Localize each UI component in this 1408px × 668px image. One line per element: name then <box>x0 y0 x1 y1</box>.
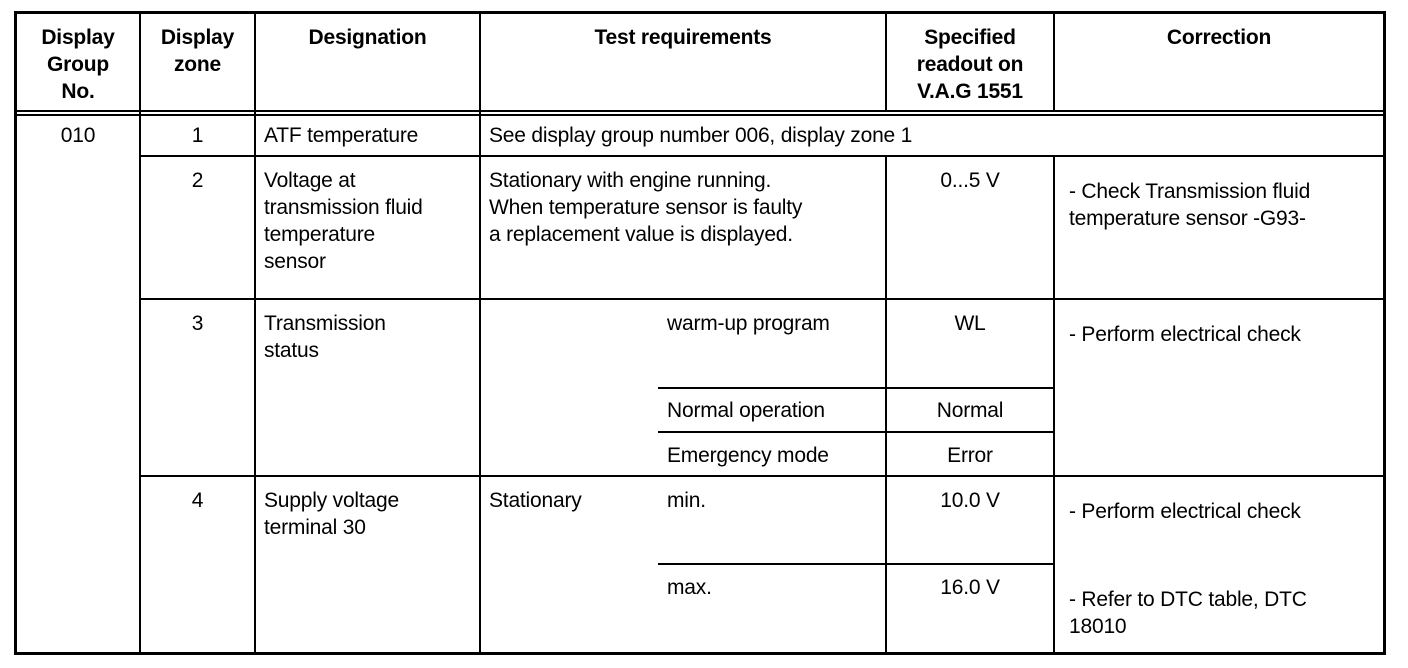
row1-test-note: See display group number 006, display zone 1 <box>489 124 913 147</box>
row4-zone: 4 <box>191 489 204 512</box>
row1-designation: ATF temperature <box>264 124 419 147</box>
row4-test: Stationary <box>489 489 582 512</box>
subrow-divider-4a <box>658 563 1055 565</box>
row4-condition-min: min. <box>667 489 706 512</box>
row4-designation: Supply voltage terminal 30 <box>264 489 399 539</box>
row3-designation: Transmission status <box>264 312 386 362</box>
row3-readout-1: WL <box>954 312 986 335</box>
header-display-zone: Display zone <box>160 26 235 76</box>
row4-correction-2: - Refer to DTC table, DTC 18010 <box>1069 588 1307 638</box>
col-divider-3 <box>479 11 481 655</box>
row-divider-2 <box>139 298 1386 300</box>
row3-condition-1: warm-up program <box>667 312 830 335</box>
row3-condition-3: Emergency mode <box>667 444 829 467</box>
row4-readout-min: 10.0 V <box>940 489 1000 512</box>
row4-correction-1: - Perform electrical check <box>1069 500 1301 523</box>
header-rule-1 <box>14 110 1386 112</box>
row3-readout-2: Normal <box>936 399 1004 422</box>
row4-readout-max: 16.0 V <box>940 576 1000 599</box>
row2-readout: 0...5 V <box>940 169 1000 192</box>
table-border-left <box>14 11 17 655</box>
row-divider-3 <box>139 475 1386 477</box>
col-divider-5-body <box>1053 156 1055 655</box>
row3-zone: 3 <box>191 312 204 335</box>
table-border-top <box>14 11 1386 14</box>
row3-condition-2: Normal operation <box>667 399 825 422</box>
display-group-number: 010 <box>60 124 96 147</box>
row4-condition-max: max. <box>667 576 712 599</box>
row-divider-1 <box>139 155 1386 157</box>
row1-zone: 1 <box>191 124 204 147</box>
row2-zone: 2 <box>191 169 204 192</box>
table-border-bottom <box>14 652 1386 655</box>
row3-readout-3: Error <box>947 444 993 467</box>
header-rule-2 <box>14 114 1386 116</box>
table-border-right <box>1383 11 1386 655</box>
header-specified-readout: Specified readout on V.A.G 1551 <box>916 26 1024 103</box>
row3-correction: - Perform electrical check <box>1069 323 1301 346</box>
subrow-divider-3b <box>658 431 1055 433</box>
header-test-requirements: Test requirements <box>594 26 772 49</box>
row2-correction: - Check Transmission fluid temperature sensor -G93- <box>1069 180 1311 230</box>
col-divider-2 <box>254 11 256 655</box>
header-correction: Correction <box>1166 26 1272 49</box>
row2-designation: Voltage at transmission fluid temperature sensor <box>264 169 423 273</box>
subrow-divider-3a <box>658 387 1055 389</box>
row2-test: Stationary with engine running. When temperature sensor is faulty a replacement value is displayed. <box>489 169 803 246</box>
header-designation: Designation <box>308 26 427 49</box>
header-display-group: Display Group No. <box>41 26 115 103</box>
